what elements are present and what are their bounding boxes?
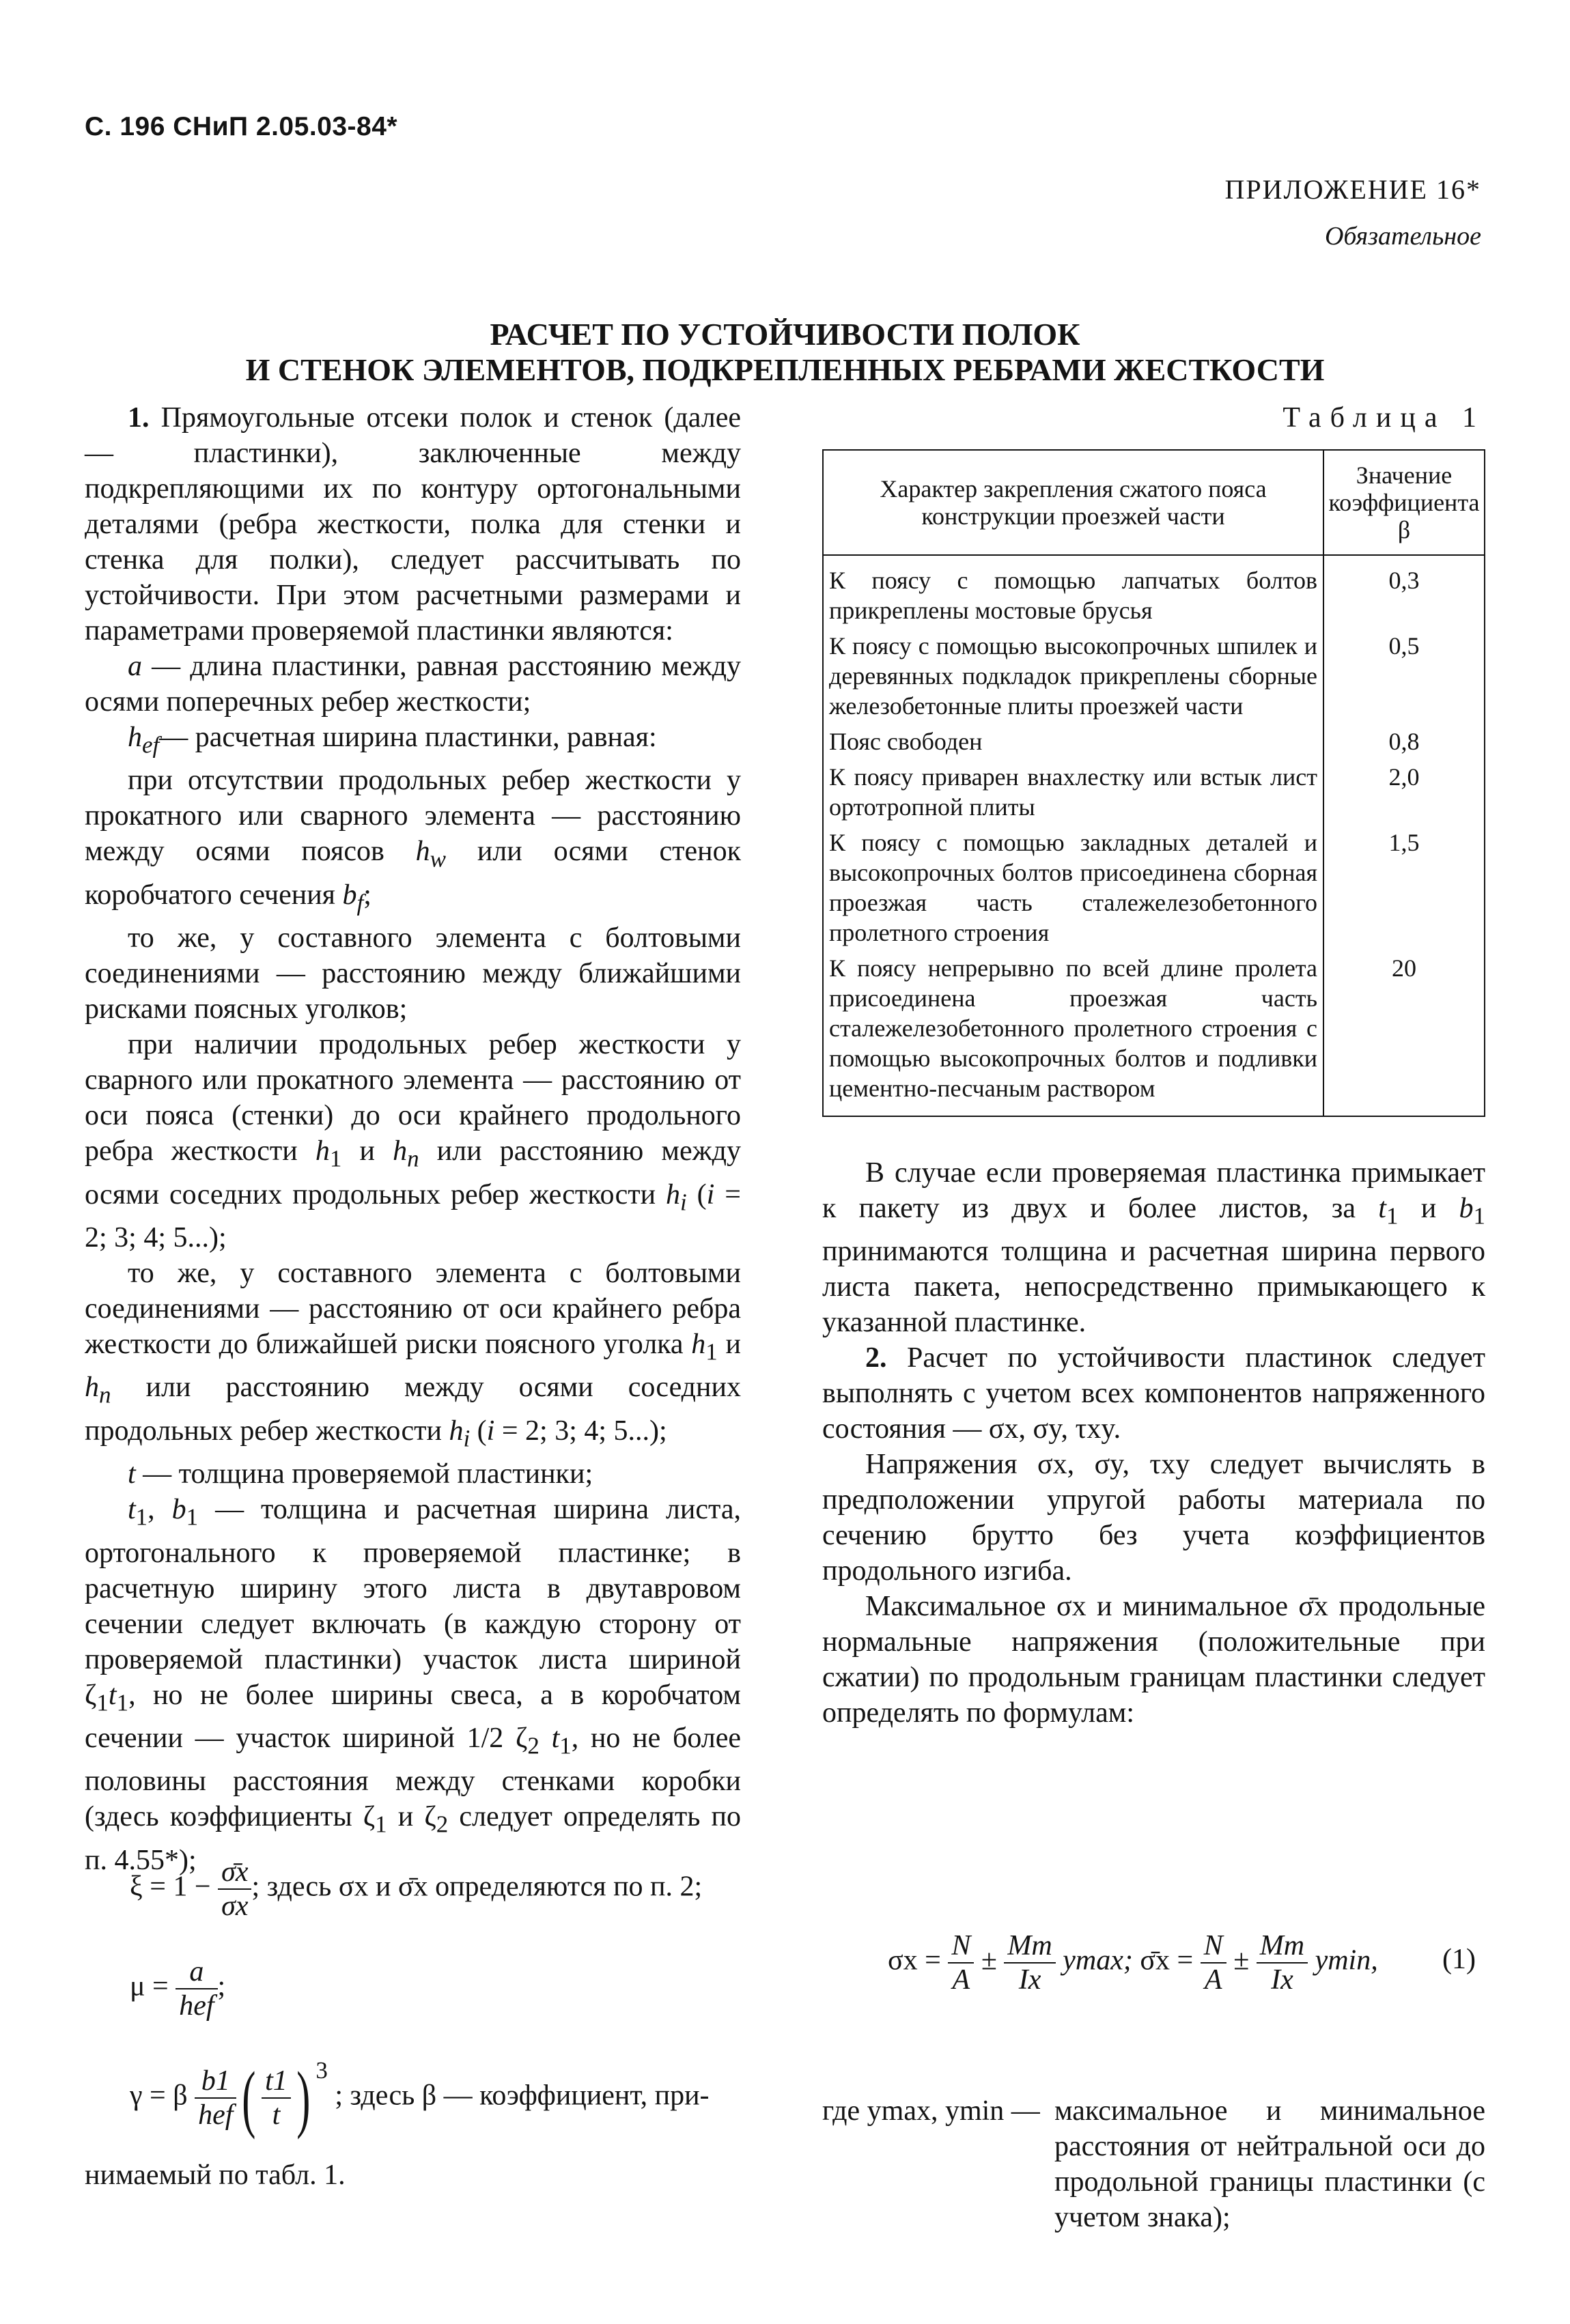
paragraph-number: 1. bbox=[128, 402, 150, 434]
table-row bbox=[823, 826, 1485, 952]
document-title-line-1: РАСЧЕТ ПО УСТОЙЧИВОСТИ ПОЛОК bbox=[490, 317, 1080, 352]
appendix-status: Обязательное bbox=[1324, 222, 1481, 251]
paragraph-stresses: Напряжения σx, σy, τxy следует вычислять в предположении упругой работы материала по сечению брутто без учета коэффициентов продольного изгиба. bbox=[822, 1449, 1485, 1587]
paragraph-number: 2. bbox=[865, 1342, 887, 1374]
table-cell-value: 0,8 bbox=[1323, 725, 1485, 761]
paragraph-package: В случае если проверяемая пластинка примыкает к пакету из двух и более листов, за $t_1$ и $b_1$ принимаются толщина и расчетная ширина первого листа пакета, непосредственно примыкающего к указанной пластинке. bbox=[822, 1157, 1485, 1339]
table-row bbox=[823, 761, 1485, 826]
table-cell-value: 2,0 bbox=[1323, 761, 1485, 826]
left-column bbox=[85, 400, 741, 1878]
def-hef-item-1: при отсутствии продольных ребер жесткости у прокатного или сварного элемента — расстоянию между осями поясов $h_w$ или осями стенок коробчатого сечения $b_f$; bbox=[85, 765, 741, 916]
where-label: где ymax, ymin — bbox=[822, 2095, 1040, 2127]
paragraph-2: 2. Расчет по устойчивости пластинок следует выполнять с учетом всех компонентов напряженного состояния — σx, σy, τxy. bbox=[822, 1342, 1485, 1445]
right-column bbox=[822, 400, 1485, 1731]
appendix-number: ПРИЛОЖЕНИЕ 16* bbox=[1224, 174, 1481, 205]
formula-number: (1) bbox=[1442, 1944, 1476, 1975]
table-cell-description: К поясу с помощью закладных деталей и высокопрочных болтов присоединена сборная проезжая часть сталежелезобетонного пролетного строения bbox=[823, 826, 1323, 952]
def-t1-b1: $t_1$, $b_1$ — толщина и расчетная ширина листа, ортогонального к проверяемой пластинке; в расчетную ширину этого листа в двутавровом сечении следует включать (в каждую сторону от проверяемой пластинки) участок листа шириной $\zeta_1t_1$, но не более ширины свеса, а в коробчатом сечении — участок шириной 1/2 $\zeta_2$ $t_1$, но не более половины расстояния между стенками коробки (здесь коэффициенты $\zeta_1$ и $\zeta_2$ следует определять по п. 4.55*); bbox=[85, 1494, 742, 1876]
where-text: максимальное и минимальное расстояния от нейтральной оси до продольной границы пластинки (с учетом знака); bbox=[1054, 2095, 1485, 2233]
table-header-description: Характер закрепления сжатого пояса конструкции проезжей части bbox=[823, 450, 1323, 555]
def-hef-item-2: то же, у составного элемента с болтовыми соединениями — расстоянию между ближайшими рисками поясных уголков; bbox=[85, 922, 741, 1025]
formula-1: σx = $\frac{N}{A}$ ± $\frac{Mm}{Ix}$ ymax; σ̄x = $\frac{N}{A}$ ± $\frac{Mm}{Ix}$ ymin, bbox=[888, 1930, 1378, 1996]
table-label: Таблица 1 bbox=[1282, 402, 1485, 434]
def-t: t — толщина проверяемой пластинки; bbox=[128, 1458, 593, 1490]
paragraph-max-min: Максимальное σx и минимальное σ̄x продольные нормальные напряжения (положительные при сжатии) по продольным границам пластинки следует определять по формулам: bbox=[822, 1591, 1485, 1729]
def-hef-item-3: при наличии продольных ребер жесткости у сварного или прокатного элемента — расстоянию от оси пояса (стенки) до оси крайнего продольного ребра жесткости $h_1$ и $h_n$ или расстоянию между осями соседних продольных ребер жесткости $h_i$ (i = 2; 3; 4; 5...); bbox=[85, 1029, 742, 1253]
def-hef-item-4: то же, у составного элемента с болтовыми соединениями — расстоянию от оси крайнего ребра жесткости до ближайшей риски поясного уголка $h_1$ и $h_n$ или расстоянию между осями соседних продольных ребер жесткости $h_i$ (i = 2; 3; 4; 5...); bbox=[85, 1257, 741, 1452]
table-row bbox=[823, 952, 1485, 1116]
table-cell-description: Пояс свободен bbox=[823, 725, 1323, 761]
formula-gamma-continued: нимаемый по табл. 1. bbox=[85, 2159, 346, 2191]
table-cell-description: К поясу приварен внахлестку или встык лист ортотропной плиты bbox=[823, 761, 1323, 826]
table-row bbox=[823, 629, 1485, 725]
formula-mu: μ = $\frac{a}{\text{hef}}$ ; bbox=[130, 1956, 226, 2022]
formula-gamma: γ = β $\frac{b1}{\text{hef}}$ ( $\frac{t1}{t}$ ) $^3$ ; здесь β — коэффициент, при- bbox=[130, 2056, 710, 2140]
table-cell-value: 0,3 bbox=[1323, 555, 1485, 629]
table-header-value: Значение коэффициента β bbox=[1323, 450, 1485, 555]
def-hef: $h_{ef}—$ расчетная ширина пластинки, равная: bbox=[128, 722, 657, 759]
table-cell-value: 20 bbox=[1323, 952, 1485, 1116]
table-row bbox=[823, 555, 1485, 629]
page-header-code: С. 196 СНиП 2.05.03-84* bbox=[85, 112, 398, 141]
table-cell-value: 1,5 bbox=[1323, 826, 1485, 952]
table-cell-value: 0,5 bbox=[1323, 629, 1485, 725]
document-title-line-2: И СТЕНОК ЭЛЕМЕНТОВ, ПОДКРЕПЛЕННЫХ РЕБРАМИ ЖЕСТКОСТИ bbox=[245, 352, 1325, 387]
formula-xi: ξ = 1 − $\frac{\sigmāx}{\sigma x}$ ; здесь σx и σ̄x определяются по п. 2; bbox=[130, 1856, 703, 1922]
table-cell-description: К поясу непрерывно по всей длине пролета присоединена проезжая часть сталежелезобетонного пролетного строения с помощью высокопрочных болтов и подливки цементно-песчаным раствором bbox=[823, 952, 1323, 1116]
beta-coefficient-table bbox=[822, 449, 1485, 1117]
table-cell-description: К поясу с помощью лапчатых болтов прикреплены мостовые брусья bbox=[823, 555, 1323, 629]
def-a: a — длина пластинки, равная расстоянию между осями поперечных ребер жесткости; bbox=[85, 651, 741, 718]
paragraph-1: 1. Прямоугольные отсеки полок и стенок (далее — пластинки), заключенные между подкрепляющими их по контуру ортогональными деталями (ребра жесткости, полка для стенки и стенка для полки), следует рассчитывать по устойчивости. При этом расчетными размерами и параметрами проверяемой пластинки являются: bbox=[85, 402, 741, 647]
table-cell-description: К поясу с помощью высокопрочных шпилек и деревянных подкладок прикреплены сборные железобетонные плиты проезжей части bbox=[823, 629, 1323, 725]
table-row bbox=[823, 725, 1485, 761]
